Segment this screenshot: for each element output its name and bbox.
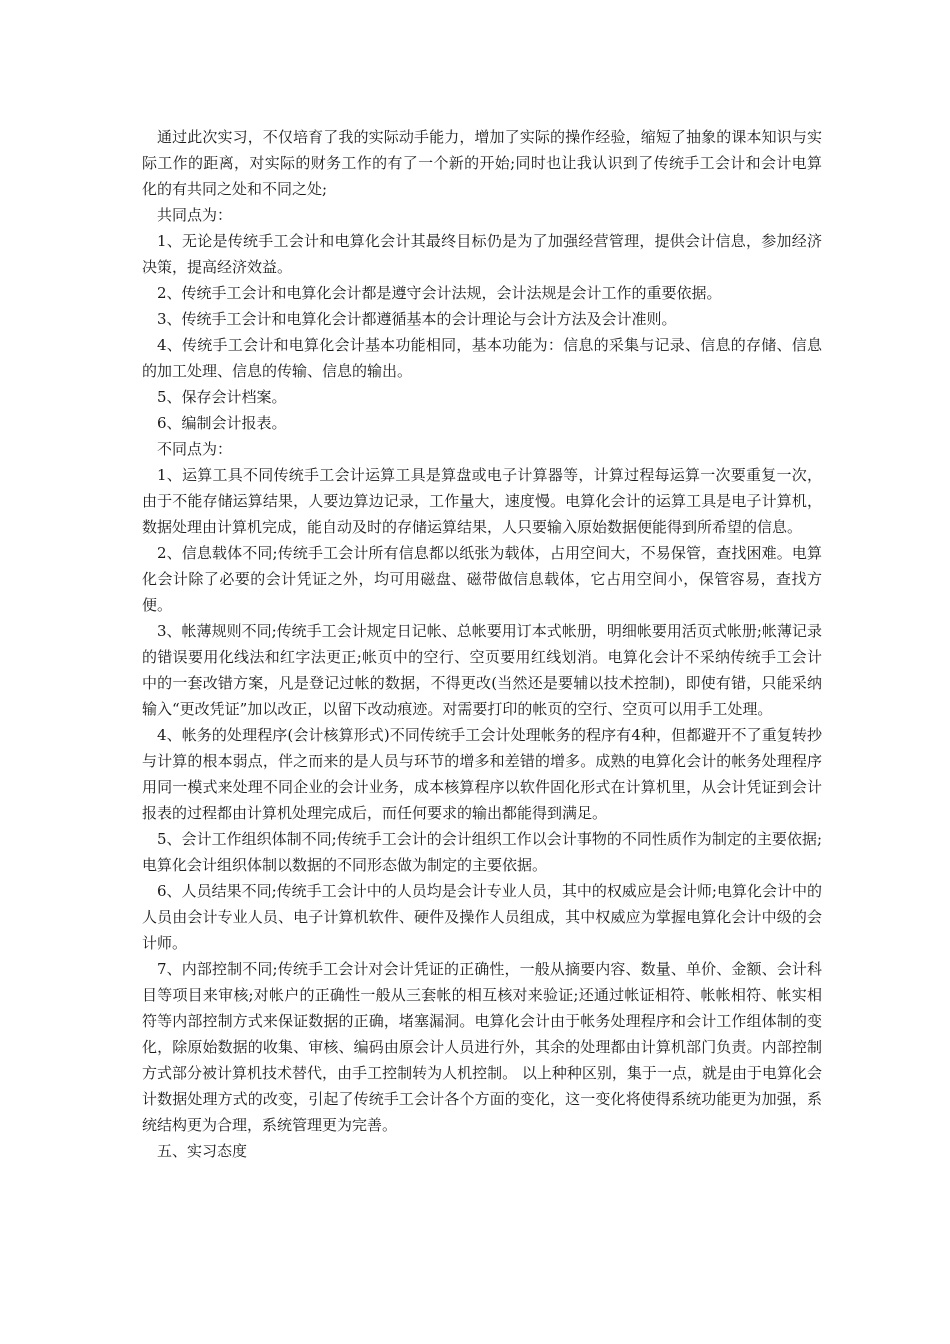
difference-item-2: 2、信息载体不同;传统手工会计所有信息都以纸张为载体，占用空间大，不易保管，查找困难。电算化会计除了必要的会计凭证之外，均可用磁盘、磁带做信息载体，它占用空间小，保管容易，查找方便。: [142, 544, 822, 614]
difference-item-7: 7、内部控制不同;传统手工会计对会计凭证的正确性，一般从摘要内容、数量、单价、金额、会计科目等项目来审核;对帐户的正确性一般从三套帐的相互核对来验证;还通过帐证相符、帐帐相符、帐实相符等内部控制方式来保证数据的正确，堵塞漏洞。电算化会计由于帐务处理程序和会计工作组体制的变化，除原始数据的收集、审核、编码由原会计人员进行外，其余的处理都由计算机部门负责。内部控制方式部分被计算机技术替代，由手工控制转为人机控制。 以上种种区别，集于一点，就是由于电算化会计数据处理方式的改变，引起了传统手工会计各个方面的变化，这一变化将使得系统功能更为加强，系统结构更为合理，系统管理更为完善。: [142, 960, 822, 1134]
difference-item-5: 5、会计工作组织体制不同;传统手工会计的会计组织工作以会计事物的不同性质作为制定的主要依据;电算化会计组织体制以数据的不同形态做为制定的主要依据。: [142, 830, 822, 874]
difference-item-3: 3、帐薄规则不同;传统手工会计规定日记帐、总帐要用订本式帐册，明细帐要用活页式帐册;帐薄记录的错误要用化线法和红字法更正;帐页中的空行、空页要用红线划消。电算化会计不采纳传统手工会计中的一套改错方案，凡是登记过帐的数据，不得更改(当然还是要辅以技术控制)，即使有错，只能采纳输入“更改凭证”加以改正，以留下改动痕迹。对需要打印的帐页的空行、空页可以用手工处理。: [142, 622, 822, 718]
difference-item-4: 4、帐务的处理程序(会计核算形式)不同传统手工会计处理帐务的程序有4种，但都避开不了重复转抄与计算的根本弱点，伴之而来的是人员与环节的增多和差错的增多。成熟的电算化会计的帐务处理程序用同一模式来处理不同企业的会计业务，成本核算程序以软件固化形式在计算机里，从会计凭证到会计报表的过程都由计算机处理完成后，而任何要求的输出都能得到满足。: [142, 726, 822, 822]
similarity-item-4: 4、传统手工会计和电算化会计基本功能相同，基本功能为：信息的采集与记录、信息的存储、信息的加工处理、信息的传输、信息的输出。: [142, 336, 822, 380]
similarity-item-3: 3、传统手工会计和电算化会计都遵循基本的会计理论与会计方法及会计准则。: [157, 310, 677, 328]
differences-heading: 不同点为：: [157, 440, 233, 458]
difference-item-6: 6、人员结果不同;传统手工会计中的人员均是会计专业人员，其中的权威应是会计师;电算化会计中的人员由会计专业人员、电子计算机软件、硬件及操作人员组成，其中权威应为掌握电算化会计中级的会计师。: [142, 882, 822, 952]
similarity-item-1: 1、无论是传统手工会计和电算化会计其最终目标仍是为了加强经营管理，提供会计信息，参加经济决策，提高经济效益。: [142, 232, 822, 276]
similarity-item-5: 5、保存会计档案。: [157, 388, 287, 406]
similarities-heading: 共同点为：: [157, 206, 233, 224]
section-heading-internship-attitude: 五、实习态度: [157, 1142, 248, 1160]
intro-paragraph: 通过此次实习，不仅培育了我的实际动手能力，增加了实际的操作经验，缩短了抽象的课本知识与实际工作的距离，对实际的财务工作的有了一个新的开始;同时也让我认识到了传统手工会计和会计电算化的有共同之处和不同之处;: [142, 128, 822, 198]
document-body: [142, 124, 822, 1164]
difference-item-1: 1、运算工具不同传统手工会计运算工具是算盘或电子计算器等，计算过程每运算一次要重复一次，由于不能存储运算结果，人要边算边记录，工作量大，速度慢。电算化会计的运算工具是电子计算机，数据处理由计算机完成，能自动及时的存储运算结果，人只要输入原始数据便能得到所希望的信息。: [142, 466, 822, 536]
similarity-item-2: 2、传统手工会计和电算化会计都是遵守会计法规，会计法规是会计工作的重要依据。: [157, 284, 722, 302]
similarity-item-6: 6、编制会计报表。: [157, 414, 287, 432]
